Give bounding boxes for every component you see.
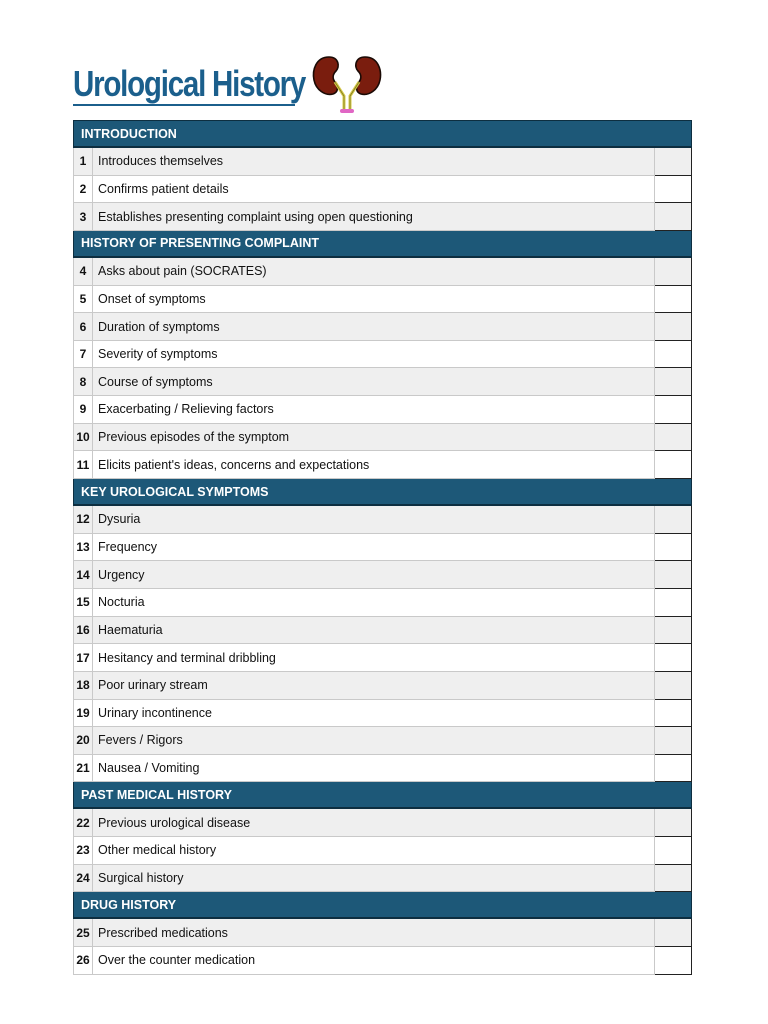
item-text: Hesitancy and terminal dribbling — [93, 644, 655, 672]
checkbox-cell[interactable] — [655, 837, 692, 865]
section-heading: PAST MEDICAL HISTORY — [74, 782, 692, 809]
item-number: 3 — [74, 203, 93, 231]
item-number: 5 — [74, 285, 93, 313]
item-number: 12 — [74, 505, 93, 533]
checklist-item — [74, 257, 692, 285]
item-text: Previous urological disease — [93, 808, 655, 836]
checkbox-cell[interactable] — [655, 754, 692, 782]
item-number: 11 — [74, 451, 93, 479]
checkbox-cell[interactable] — [655, 368, 692, 396]
item-text: Poor urinary stream — [93, 671, 655, 699]
section-heading: INTRODUCTION — [74, 121, 692, 148]
item-text: Nausea / Vomiting — [93, 754, 655, 782]
section-header — [74, 479, 692, 506]
checkbox-cell[interactable] — [655, 257, 692, 285]
checkbox-cell[interactable] — [655, 285, 692, 313]
checklist-item — [74, 699, 692, 727]
document-title: Urological History — [73, 63, 306, 104]
section-heading: HISTORY OF PRESENTING COMPLAINT — [74, 230, 692, 257]
item-number: 16 — [74, 616, 93, 644]
item-number: 6 — [74, 313, 93, 341]
item-number: 7 — [74, 340, 93, 368]
checklist-item — [74, 203, 692, 231]
checklist-item — [74, 864, 692, 892]
checkbox-cell[interactable] — [655, 340, 692, 368]
checkbox-cell[interactable] — [655, 313, 692, 341]
checklist-item — [74, 313, 692, 341]
checklist-item — [74, 918, 692, 946]
section-header — [74, 892, 692, 919]
checkbox-cell[interactable] — [655, 396, 692, 424]
item-text: Urinary incontinence — [93, 699, 655, 727]
item-text: Exacerbating / Relieving factors — [93, 396, 655, 424]
item-text: Surgical history — [93, 864, 655, 892]
history-checklist — [73, 120, 692, 975]
item-text: Onset of symptoms — [93, 285, 655, 313]
checkbox-cell[interactable] — [655, 533, 692, 561]
checklist-item — [74, 423, 692, 451]
item-text: Other medical history — [93, 837, 655, 865]
item-text: Asks about pain (SOCRATES) — [93, 257, 655, 285]
item-number: 22 — [74, 808, 93, 836]
title-block — [73, 54, 473, 120]
item-number: 18 — [74, 671, 93, 699]
checklist-item — [74, 533, 692, 561]
item-text: Haematuria — [93, 616, 655, 644]
section-header — [74, 121, 692, 148]
item-number: 14 — [74, 561, 93, 589]
checkbox-cell[interactable] — [655, 561, 692, 589]
item-number: 1 — [74, 147, 93, 175]
item-number: 17 — [74, 644, 93, 672]
item-number: 23 — [74, 837, 93, 865]
checklist-item — [74, 727, 692, 755]
checkbox-cell[interactable] — [655, 699, 692, 727]
item-text: Fevers / Rigors — [93, 727, 655, 755]
checklist-item — [74, 644, 692, 672]
item-text: Nocturia — [93, 588, 655, 616]
item-number: 21 — [74, 754, 93, 782]
item-text: Urgency — [93, 561, 655, 589]
section-header — [74, 230, 692, 257]
checklist-item — [74, 368, 692, 396]
item-text: Confirms patient details — [93, 175, 655, 203]
item-text: Course of symptoms — [93, 368, 655, 396]
checkbox-cell[interactable] — [655, 727, 692, 755]
checkbox-cell[interactable] — [655, 864, 692, 892]
item-text: Elicits patient's ideas, concerns and expectations — [93, 451, 655, 479]
checkbox-cell[interactable] — [655, 808, 692, 836]
checkbox-cell[interactable] — [655, 918, 692, 946]
checklist-item — [74, 396, 692, 424]
checkbox-cell[interactable] — [655, 203, 692, 231]
item-text: Previous episodes of the symptom — [93, 423, 655, 451]
item-number: 9 — [74, 396, 93, 424]
checkbox-cell[interactable] — [655, 147, 692, 175]
checklist-item — [74, 837, 692, 865]
item-text: Frequency — [93, 533, 655, 561]
checklist-item — [74, 947, 692, 975]
section-heading: DRUG HISTORY — [74, 892, 692, 919]
checklist-item — [74, 588, 692, 616]
item-number: 25 — [74, 918, 93, 946]
checklist-item — [74, 754, 692, 782]
checkbox-cell[interactable] — [655, 947, 692, 975]
item-text: Establishes presenting complaint using open questioning — [93, 203, 655, 231]
checklist-item — [74, 285, 692, 313]
section-heading: KEY UROLOGICAL SYMPTOMS — [74, 479, 692, 506]
checklist-item — [74, 671, 692, 699]
checkbox-cell[interactable] — [655, 451, 692, 479]
checkbox-cell[interactable] — [655, 175, 692, 203]
checkbox-cell[interactable] — [655, 616, 692, 644]
title-underline — [73, 104, 295, 106]
item-text: Duration of symptoms — [93, 313, 655, 341]
item-number: 20 — [74, 727, 93, 755]
checkbox-cell[interactable] — [655, 423, 692, 451]
checklist-item — [74, 147, 692, 175]
checkbox-cell[interactable] — [655, 644, 692, 672]
checklist-item — [74, 616, 692, 644]
checklist-item — [74, 451, 692, 479]
item-number: 10 — [74, 423, 93, 451]
item-text: Over the counter medication — [93, 947, 655, 975]
item-text: Severity of symptoms — [93, 340, 655, 368]
item-text: Dysuria — [93, 505, 655, 533]
item-text: Prescribed medications — [93, 918, 655, 946]
item-number: 26 — [74, 947, 93, 975]
item-number: 15 — [74, 588, 93, 616]
item-number: 4 — [74, 257, 93, 285]
item-number: 8 — [74, 368, 93, 396]
checkbox-cell[interactable] — [655, 671, 692, 699]
item-text: Introduces themselves — [93, 147, 655, 175]
checklist-item — [74, 175, 692, 203]
checklist-item — [74, 808, 692, 836]
checkbox-cell[interactable] — [655, 588, 692, 616]
item-number: 24 — [74, 864, 93, 892]
checklist-item — [74, 340, 692, 368]
item-number: 19 — [74, 699, 93, 727]
item-number: 2 — [74, 175, 93, 203]
checklist-item — [74, 561, 692, 589]
section-header — [74, 782, 692, 809]
checkbox-cell[interactable] — [655, 505, 692, 533]
checklist-item — [74, 505, 692, 533]
kidney-icon — [311, 54, 383, 116]
item-number: 13 — [74, 533, 93, 561]
